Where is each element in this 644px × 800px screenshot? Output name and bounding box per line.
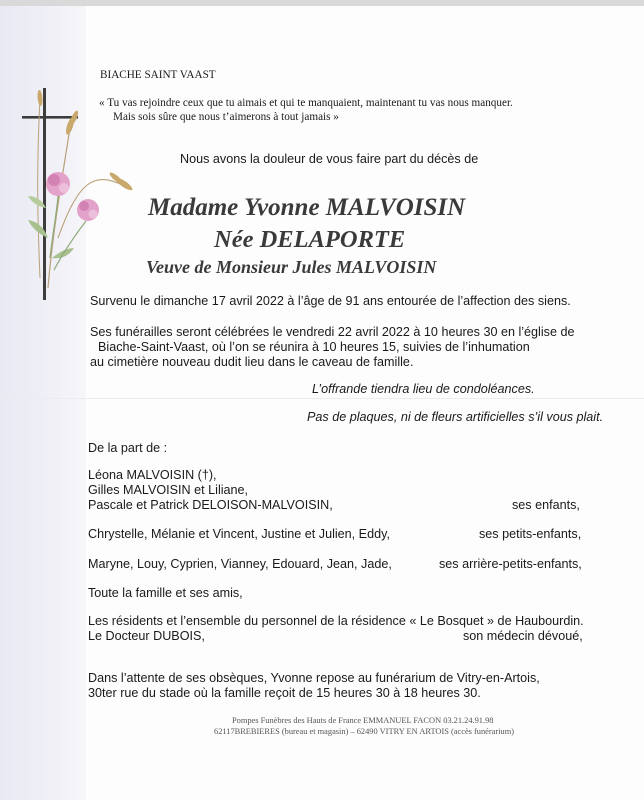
town-heading: BIACHE SAINT VAAST: [100, 69, 216, 81]
child-1: Léona MALVOISIN (†),: [88, 468, 217, 482]
quote-line-2: Mais sois sûre que nous t’aimerons à tout jamais »: [113, 111, 339, 123]
footer-line-2: 62117BREBIERES (bureau et magasin) – 62490 VITRY EN ARTOIS (accès funérarium): [214, 727, 515, 736]
grandchildren: Chrystelle, Mélanie et Vincent, Justine et Julien, Eddy,: [88, 527, 390, 541]
great-grandchildren-role: ses arrière-petits-enfants,: [439, 557, 582, 571]
scan-top-edge: [0, 0, 644, 6]
funeral-line-3: au cimetière nouveau dudit lieu dans le caveau de famille.: [90, 355, 414, 369]
fold-line: [0, 398, 644, 399]
footer-line-1: Pompes Funèbres des Hauts de France EMMANUEL FACON 03.21.24.91.98: [232, 716, 494, 725]
rest-line-1: Dans l’attente de ses obsèques, Yvonne repose au funérarium de Vitry-en-Artois,: [88, 671, 540, 685]
maiden-name: Née DELAPORTE: [214, 226, 406, 253]
widow-of: Veuve de Monsieur Jules MALVOISIN: [146, 257, 437, 277]
great-grandchildren: Maryne, Louy, Cyprien, Vianney, Edouard, Jean, Jade,: [88, 557, 392, 571]
residence-staff: Les résidents et l’ensemble du personnel de la résidence « Le Bosquet » de Haubourdin.: [88, 614, 584, 628]
from-label: De la part de :: [88, 441, 168, 455]
funeral-line-1: Ses funérailles seront célébrées le vendredi 22 avril 2022 à 10 heures 30 en l’église de: [90, 325, 575, 339]
doctor-role: son médecin dévoué,: [463, 629, 583, 643]
announcement: Nous avons la douleur de vous faire part du décès de: [180, 152, 479, 166]
offering-note: L’offrande tiendra lieu de condoléances.: [312, 382, 535, 396]
child-3: Pascale et Patrick DELOISON-MALVOISIN,: [88, 498, 333, 512]
no-flowers-note: Pas de plaques, ni de fleurs artificielles s’il vous plait.: [307, 410, 604, 424]
deceased-name: Madame Yvonne MALVOISIN: [148, 194, 466, 221]
death-line: Survenu le dimanche 17 avril 2022 à l’âge de 91 ans entourée de l’affection des siens.: [90, 294, 571, 308]
doctor: Le Docteur DUBOIS,: [88, 629, 205, 643]
rest-line-2: 30ter rue du stade où la famille reçoit de 15 heures 30 à 18 heures 30.: [88, 686, 481, 700]
quote-line-1: « Tu vas rejoindre ceux que tu aimais et qui te manquaient, maintenant tu vas nous manquer.: [99, 97, 513, 109]
grandchildren-role: ses petits-enfants,: [479, 527, 582, 541]
funeral-line-2: Biache-Saint-Vaast, où l’on se réunira à 10 heures 15, suivies de l’inhumation: [98, 340, 530, 354]
all-family: Toute la famille et ses amis,: [88, 586, 243, 600]
children-role: ses enfants,: [512, 498, 580, 512]
child-2: Gilles MALVOISIN et Liliane,: [88, 483, 249, 497]
